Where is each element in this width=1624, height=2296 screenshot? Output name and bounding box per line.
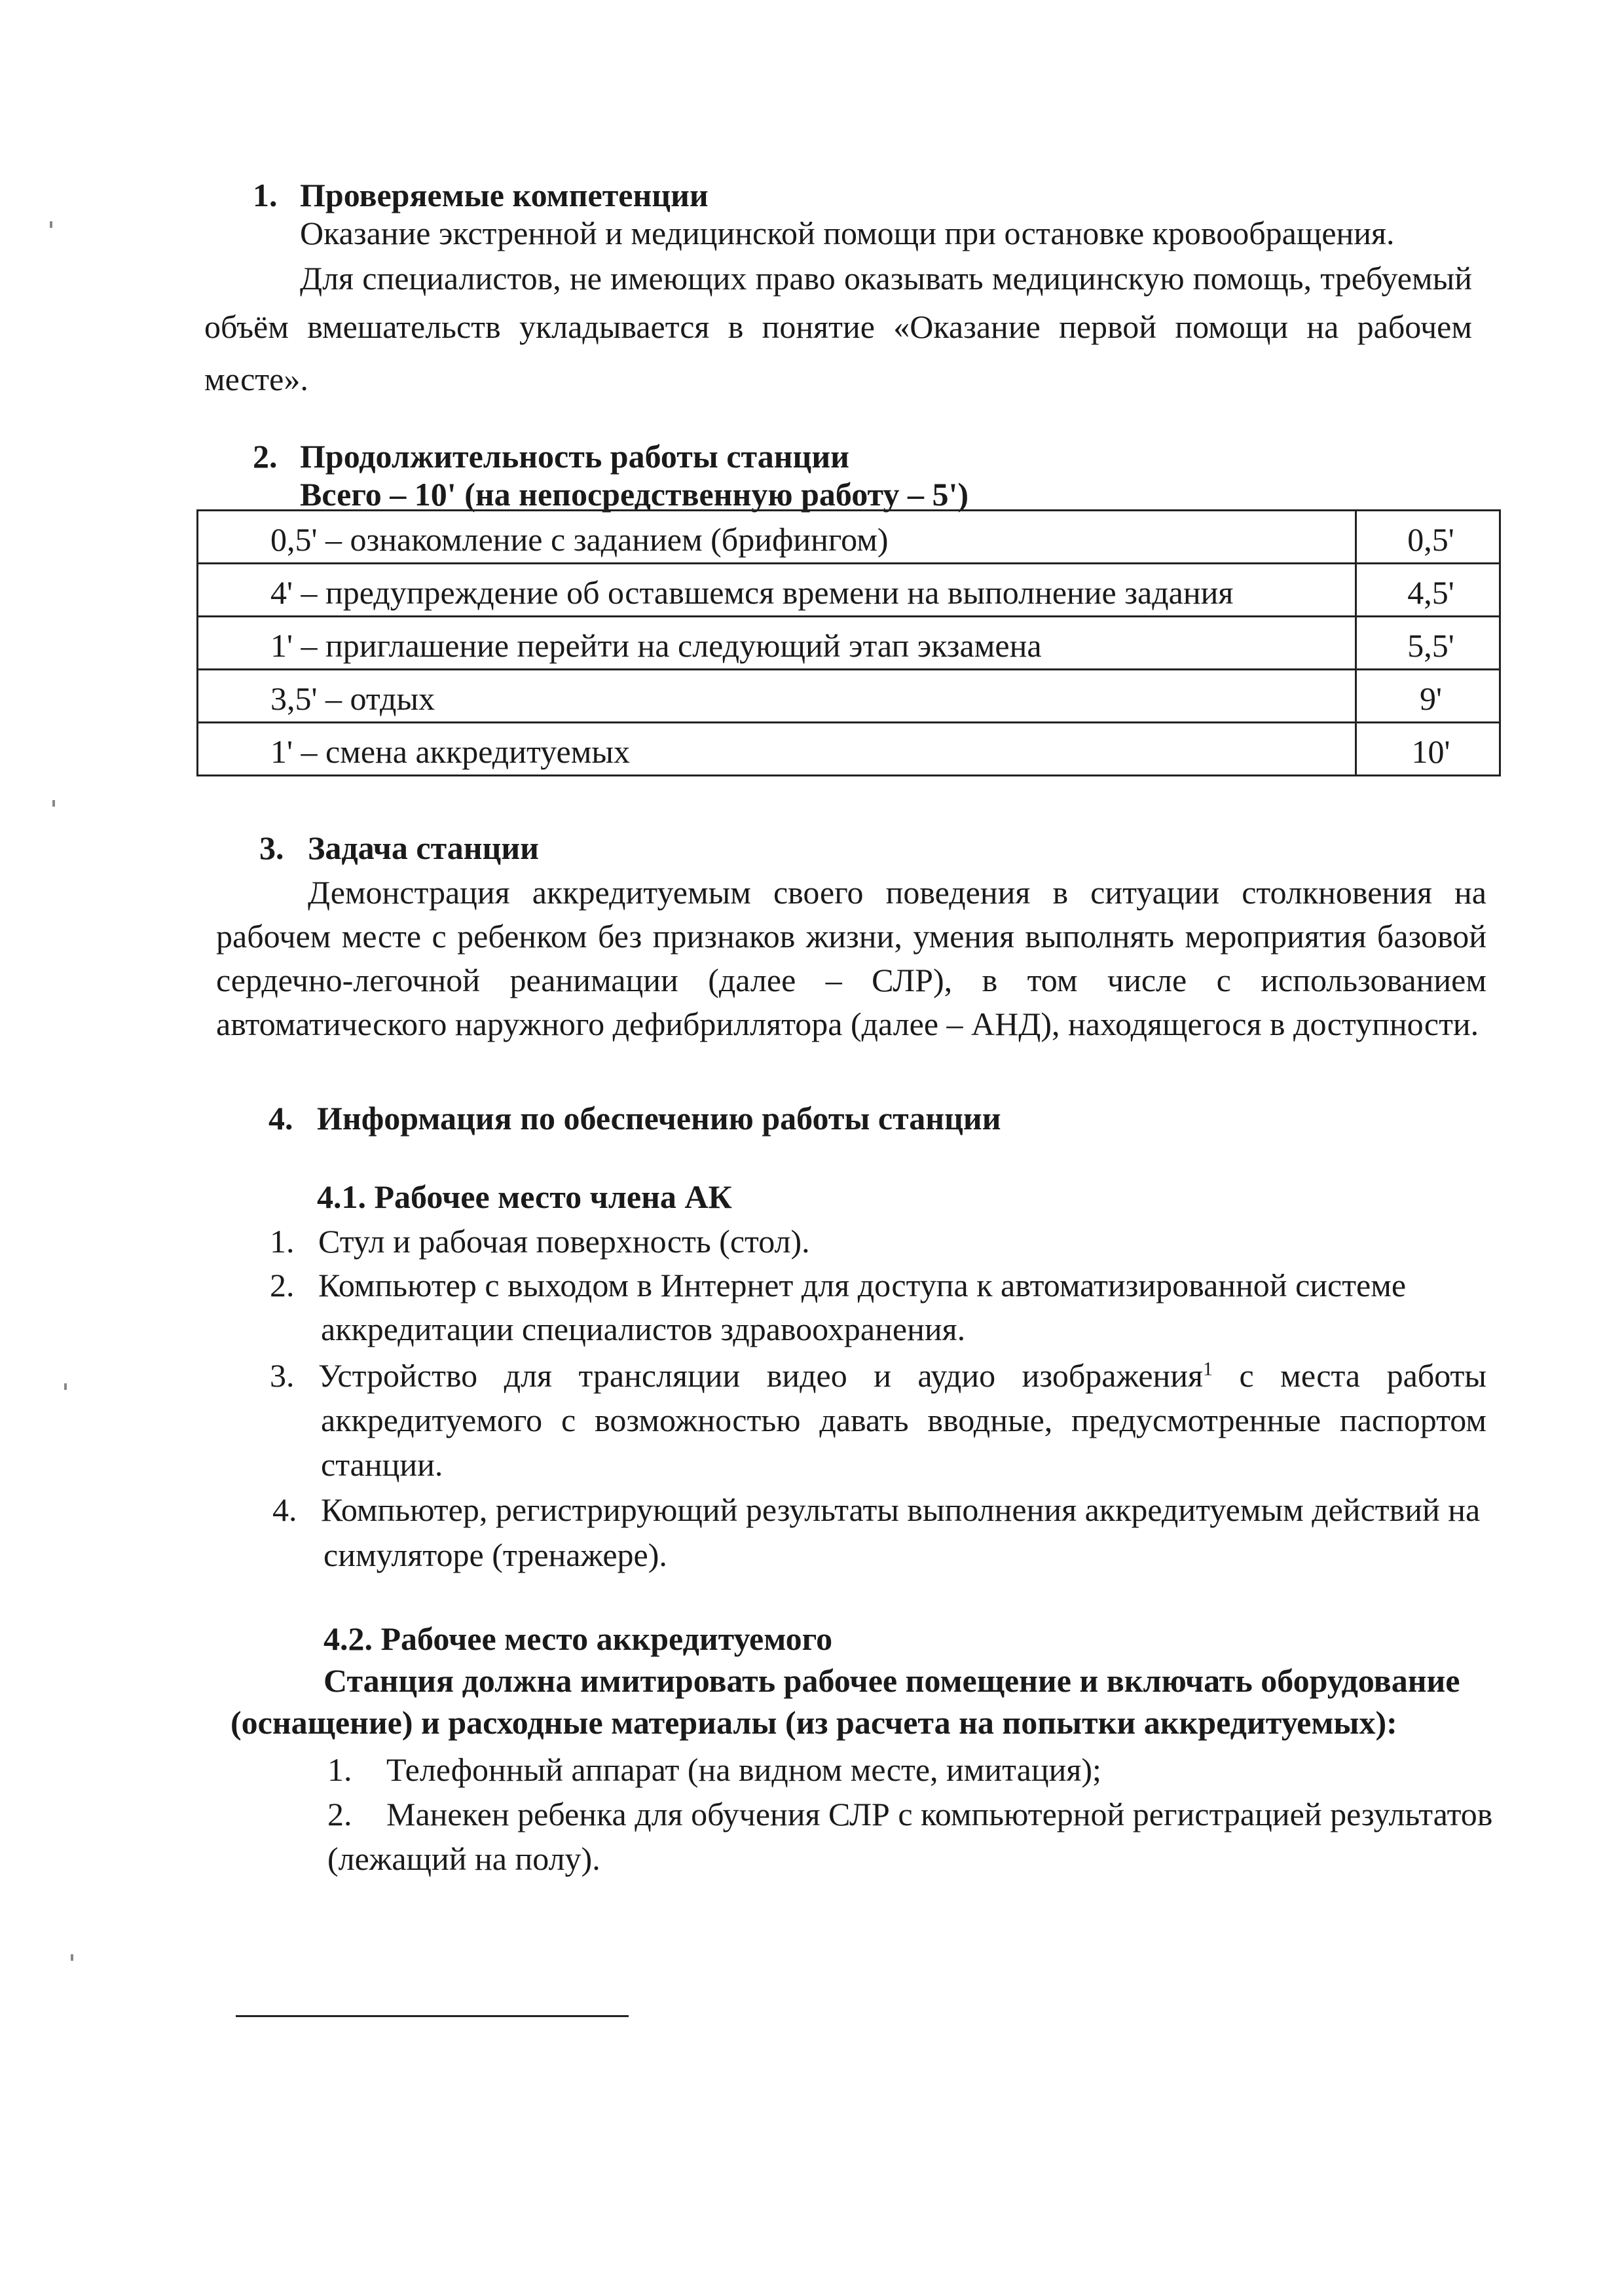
list-item-text: с места работы: [1213, 1357, 1486, 1394]
list-item-number: 2.: [327, 1796, 352, 1832]
subsection-4-2-intro-line-1: Станция должна имитировать рабочее помещение и включать оборудование: [323, 1662, 1460, 1699]
section-2-number: 2.: [253, 438, 278, 475]
table-cell-label: [198, 511, 1356, 564]
list-item-number: 1.: [270, 1223, 295, 1260]
section-4-number: 4.: [268, 1100, 293, 1137]
list-item-number: 4.: [272, 1491, 297, 1528]
subsection-4-2-title: 4.2. Рабочее место аккредитуемого: [323, 1620, 833, 1657]
table-cell-label: [198, 617, 1356, 670]
list-item-continuation: станции.: [321, 1446, 443, 1483]
list-item-text: Устройство для трансляции видео и аудио изображения: [318, 1357, 1204, 1394]
table-cell-value: [1356, 617, 1500, 670]
scan-speck: [64, 1383, 67, 1390]
table-cell-label: [198, 564, 1356, 617]
row-label: 3,5' – отдых: [270, 680, 435, 717]
subsection-4-1-title: 4.1. Рабочее место члена АК: [317, 1178, 732, 1215]
row-label: 1' – приглашение перейти на следующий этап экзамена: [270, 627, 1042, 664]
section-2-subtitle: Всего – 10' (на непосредственную работу – 5'): [300, 476, 969, 513]
section-1-paragraph-2-line-2: объём вмешательств укладывается в понятие «Оказание первой помощи на рабочем: [204, 308, 1472, 345]
table-row: [198, 617, 1500, 670]
table-row: [198, 511, 1500, 564]
list-item-number: 2.: [270, 1267, 295, 1303]
row-value: 9': [1419, 680, 1442, 717]
list-item-number: 3.: [270, 1357, 295, 1394]
list-item-continuation: аккредитации специалистов здравоохранения.: [321, 1311, 966, 1347]
scan-speck: [50, 221, 52, 228]
list-item: Стул и рабочая поверхность (стол).: [318, 1223, 810, 1260]
duration-table: [196, 509, 1501, 776]
list-item-continuation: (лежащий на полу).: [327, 1840, 600, 1877]
row-label: 4' – предупреждение об оставшемся времени на выполнение задания: [270, 574, 1234, 611]
list-item: Компьютер с выходом в Интернет для доступа к автоматизированной системе: [318, 1267, 1407, 1303]
row-label: 0,5' – ознакомление с заданием (брифингом): [270, 521, 889, 558]
table-row: [198, 670, 1500, 723]
section-3-number: 3.: [259, 829, 284, 866]
section-3-title: Задача станции: [308, 829, 539, 866]
list-item: Телефонный аппарат (на видном месте, имитация);: [386, 1751, 1101, 1788]
table-cell-value: [1356, 670, 1500, 723]
list-item: Манекен ребенка для обучения СЛР с компьютерной регистрацией результатов: [386, 1796, 1493, 1832]
section-3-line-2: рабочем месте с ребенком без признаков жизни, умения выполнять мероприятия базовой: [216, 918, 1486, 955]
list-item-number: 1.: [327, 1751, 352, 1788]
row-value: 0,5': [1407, 521, 1454, 558]
table-cell-value: [1356, 564, 1500, 617]
row-value: 4,5': [1407, 574, 1454, 611]
table-cell-label: [198, 670, 1356, 723]
row-label: 1' – смена аккредитуемых: [270, 733, 630, 770]
section-1-number: 1.: [253, 177, 278, 213]
row-value: 5,5': [1407, 627, 1454, 664]
scan-speck: [52, 800, 55, 807]
section-3-line-4: автоматического наружного дефибриллятора (далее – АНД), находящегося в доступности.: [216, 1006, 1479, 1042]
footnote-separator: [236, 2015, 629, 2017]
section-1-paragraph-2-line-1: Для специалистов, не имеющих право оказывать медицинскую помощь, требуемый: [300, 260, 1472, 297]
list-item: Компьютер, регистрирующий результаты выполнения аккредитуемым действий на: [321, 1491, 1481, 1528]
section-1-paragraph-2-line-3: месте».: [204, 361, 308, 397]
section-3-line-1: Демонстрация аккредитуемым своего поведения в ситуации столкновения на: [308, 874, 1486, 911]
row-value: 10': [1411, 733, 1450, 770]
table-cell-label: [198, 723, 1356, 776]
table-row: [198, 564, 1500, 617]
list-item-continuation: аккредитуемого с возможностью давать вводные, предусмотренные паспортом: [321, 1402, 1486, 1438]
footnote-marker: 1: [1203, 1358, 1213, 1380]
scan-speck: [71, 1954, 73, 1961]
subsection-4-2-intro-line-2: (оснащение) и расходные материалы (из расчета на попытки аккредитуемых):: [231, 1704, 1397, 1741]
section-2-title: Продолжительность работы станции: [300, 438, 849, 475]
section-3-line-3: сердечно-легочной реанимации (далее – СЛР), в том числе с использованием: [216, 962, 1486, 998]
table-row: [198, 723, 1500, 776]
list-item: [318, 1354, 1486, 1397]
section-1-paragraph-1: Оказание экстренной и медицинской помощи при остановке кровообращения.: [300, 215, 1395, 251]
table-cell-value: [1356, 723, 1500, 776]
section-4-title: Информация по обеспечению работы станции: [317, 1100, 1001, 1137]
list-item-continuation: симуляторе (тренажере).: [323, 1537, 667, 1573]
table-cell-value: [1356, 511, 1500, 564]
section-1-title: Проверяемые компетенции: [300, 177, 709, 213]
